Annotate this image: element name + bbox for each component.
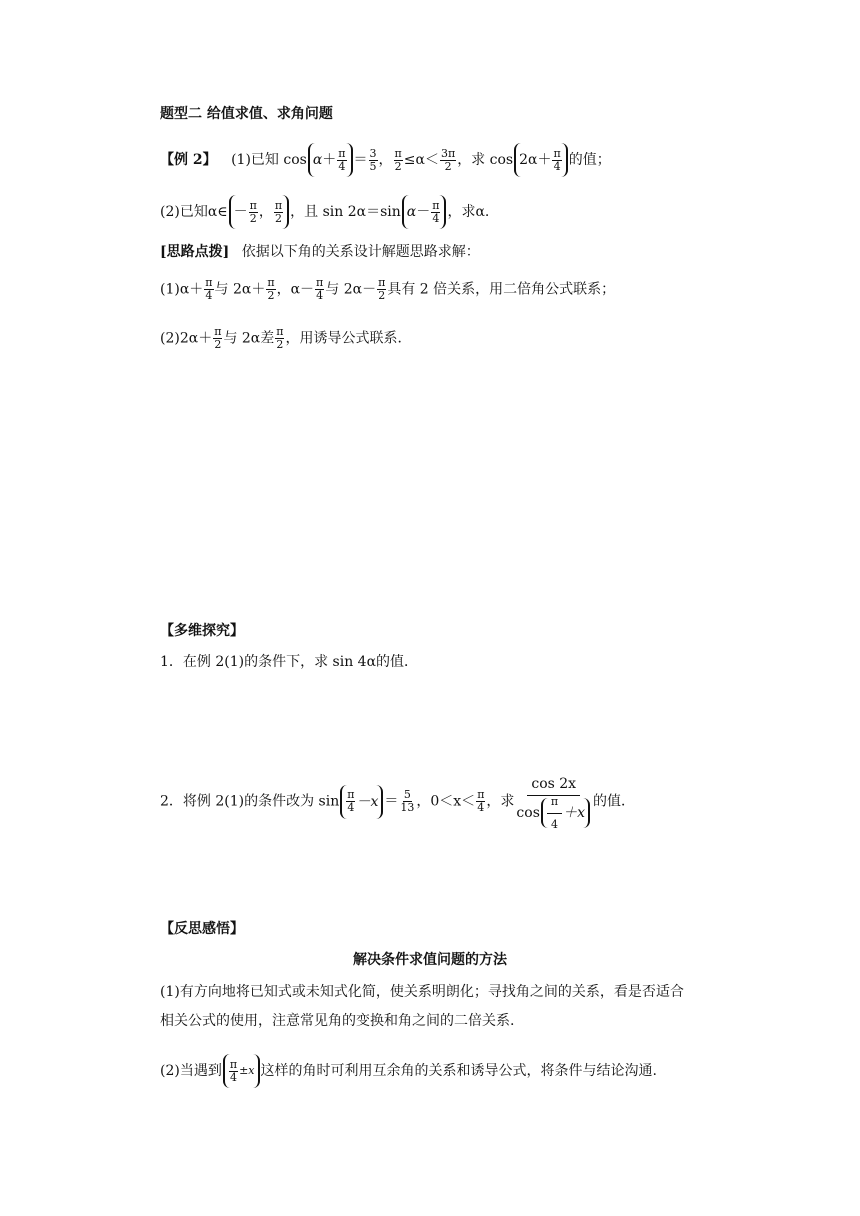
hint-line: [思路点拨] 依据以下角的关系设计解题思路求解：: [160, 244, 480, 260]
fraction-cos2x-over-cos: cos 2x cos $\frac{\pi}{4}$ ＋x: [516, 775, 591, 828]
reflect-heading: 解决条件求值问题的方法: [353, 952, 507, 968]
reflect-paragraph-2: (2)当遇到 $\frac{\pi}{4}$ ±x 这样的角时可利用互余角的关系和诱导公式，将条件与结论沟通.: [160, 1054, 657, 1088]
example-line-2: (2)已知α∈ － $\frac{\pi}{2}$ ， $\frac{\pi}{2}$ ，且 sin 2α＝sin α － $\frac{\pi}{4}$ ，求α.: [160, 195, 489, 229]
hint-item-1: (1)α＋ $\frac{\pi}{4}$ 与 2α＋ $\frac{\pi}{2}$ ，α－ $\frac{\pi}{4}$ 与 2α－ $\frac{\pi}{2}$ 具有 2 倍关系，用二倍角公式联系；: [160, 276, 616, 302]
fraction-pi-2: $\frac{\pi}{2}$: [394, 146, 402, 173]
fraction-5-13: $\frac{5}{13}$: [400, 788, 415, 814]
example-line-1: 【例 2】 (1)已知 cos α ＋ $\frac{\pi}{4}$ ＝ $\frac{3}{5}$ ， $\frac{\pi}{2}$ ≤α＜ $\frac{3\pi}{2}$ ，求 cos 2α ＋ $\frac{\pi}{4}$ 的值；: [160, 143, 611, 177]
explore-question-2: 2．将例 2(1)的条件改为 sin $\frac{\pi}{4}$ －x ＝ $\frac{5}{13}$ ，0＜x＜ $\frac{\pi}{4}$ ，求 cos 2x cos $\frac{\pi}{4}$ ＋x 的值．: [160, 776, 636, 831]
reflect-paragraph-1a: (1)有方向地将已知式或未知式化简，使关系明朗化；寻找角之间的关系，看是否适合: [160, 984, 684, 1000]
explore-label: 【多维探究】: [160, 623, 244, 639]
hint-label: [思路点拨]: [160, 244, 230, 260]
paren-2alpha-plus-pi-4: 2α ＋ $\frac{\pi}{4}$: [514, 143, 568, 177]
paren-alpha-minus-pi-4: α － $\frac{\pi}{4}$: [402, 195, 447, 229]
explore-question-1: 1．在例 2(1)的条件下，求 sin 4α的值．: [160, 654, 419, 670]
reflect-label: 【反思感悟】: [160, 921, 244, 937]
fraction-3-5: $\frac{3}{5}$: [369, 146, 377, 173]
fraction-3pi-2: $\frac{3\pi}{2}$: [440, 146, 456, 173]
example-label: 【例 2】: [160, 152, 217, 168]
section-title: 题型二 给值求值、求角问题: [160, 106, 333, 122]
paren-interval: － $\frac{\pi}{2}$ ， $\frac{\pi}{2}$: [229, 195, 289, 229]
reflect-paragraph-1b: 相关公式的使用，注意常见角的变换和角之间的二倍关系.: [160, 1013, 515, 1029]
hint-item-2: (2)2α＋ $\frac{\pi}{2}$ 与 2α差 $\frac{\pi}{2}$ ，用诱导公式联系．: [160, 325, 412, 351]
paren-alpha-plus-pi-4: α ＋ $\frac{\pi}{4}$: [308, 143, 353, 177]
paren-pi4-pm-x: $\frac{\pi}{4}$ ±x: [223, 1054, 260, 1088]
paren-pi4-minus-x: $\frac{\pi}{4}$ －x: [340, 785, 383, 819]
